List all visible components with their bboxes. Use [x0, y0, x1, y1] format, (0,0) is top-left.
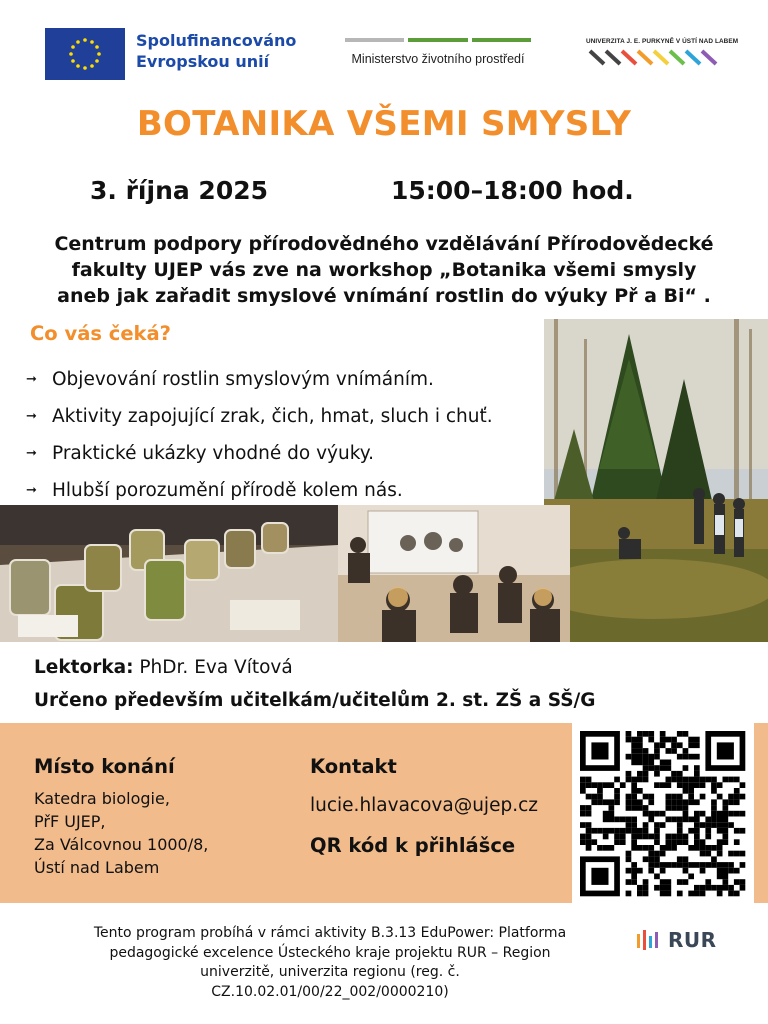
rur-logo — [636, 928, 717, 952]
rur-text: RUR — [668, 928, 717, 952]
venue-line: Ústí nad Labem — [34, 858, 160, 877]
ministry-name: Ministerstvo životního prostředí — [351, 52, 525, 66]
agenda-list — [26, 361, 493, 509]
ministry-logo — [345, 38, 531, 66]
arrow-right-icon: ➞ — [26, 408, 37, 424]
intro-line-3: aneb jak zařadit smyslové vnímání rostlin do výuky Př a Bi“ . — [57, 285, 711, 307]
venue-line: PřF UJEP, — [34, 812, 106, 831]
agenda-item-text: Praktické ukázky vhodné do výuky. — [52, 442, 374, 464]
agenda-item-text: Aktivity zapojující zrak, čich, hmat, sluch i chuť. — [52, 405, 493, 427]
registration-qr-code[interactable] — [572, 723, 754, 903]
agenda-heading: Co vás čeká? — [30, 322, 171, 345]
footer-funding-text — [40, 924, 620, 1002]
venue-line: Katedra biologie, — [34, 789, 170, 808]
intro-line-1: Centrum podpory přírodovědného vzdělávání Přírodovědecké — [54, 233, 714, 255]
eu-flag-logo — [45, 28, 125, 80]
venue-heading: Místo konání — [34, 755, 175, 778]
footer-line: Tento program probíhá v rámci aktivity B.3.13 EduPower: Platforma — [93, 925, 567, 941]
event-title: BOTANIKA VŠEMI SMYSLY — [136, 104, 632, 144]
university-logo — [586, 38, 739, 67]
list-item — [26, 472, 493, 509]
intro-line-2: fakulty UJEP vás zve na workshop „Botanika všemi smysly — [71, 259, 697, 281]
contact-heading: Kontakt — [310, 755, 397, 778]
arrow-right-icon: ➞ — [26, 371, 37, 387]
venue-line: Za Válcovnou 1000/8, — [34, 835, 209, 854]
forest-photo — [544, 319, 768, 642]
event-time: 15:00–18:00 hod. — [391, 176, 634, 205]
herb-jars-photo — [0, 505, 338, 642]
ministry-bars — [345, 38, 531, 42]
eu-line-2: Evropskou unií — [136, 52, 270, 71]
event-date: 3. října 2025 — [90, 176, 269, 205]
lector-info — [34, 657, 293, 678]
event-intro — [30, 231, 738, 309]
list-item — [26, 398, 493, 435]
contact-email-link[interactable]: lucie.hlavacova@ujep.cz — [310, 795, 538, 816]
lector-name: PhDr. Eva Vítová — [133, 657, 293, 678]
university-name: UNIVERZITA J. E. PURKYNĚ V ÚSTÍ NAD LABEM — [586, 38, 739, 45]
agenda-item-text: Hlubší porozumění přírodě kolem nás. — [52, 479, 403, 501]
arrow-right-icon: ➞ — [26, 445, 37, 461]
qr-code-icon — [572, 723, 754, 903]
lector-label: Lektorka: — [34, 657, 134, 678]
eu-stars-icon — [45, 28, 125, 80]
classroom-photo — [338, 505, 570, 642]
qr-label: QR kód k přihlášce — [310, 834, 516, 857]
eu-line-1: Spolufinancováno — [136, 31, 297, 50]
rur-bars-icon — [636, 928, 662, 952]
list-item — [26, 435, 493, 472]
footer-line: univerzitě, univerzita regionu (reg. č. — [200, 964, 460, 980]
venue-address — [34, 787, 208, 879]
target-audience: Určeno především učitelkám/učitelům 2. st. ZŠ a SŠ/G — [34, 690, 596, 711]
agenda-item-text: Objevování rostlin smyslovým vnímáním. — [52, 368, 434, 390]
eu-cofunding-text — [136, 30, 296, 72]
footer-line: CZ.10.02.01/00/22_002/0000210) — [211, 983, 449, 1000]
university-stripes-icon — [586, 49, 718, 67]
footer-line: pedagogické excelence Ústeckého kraje projektu RUR – Region — [109, 944, 551, 961]
arrow-right-icon: ➞ — [26, 482, 37, 498]
list-item — [26, 361, 493, 398]
